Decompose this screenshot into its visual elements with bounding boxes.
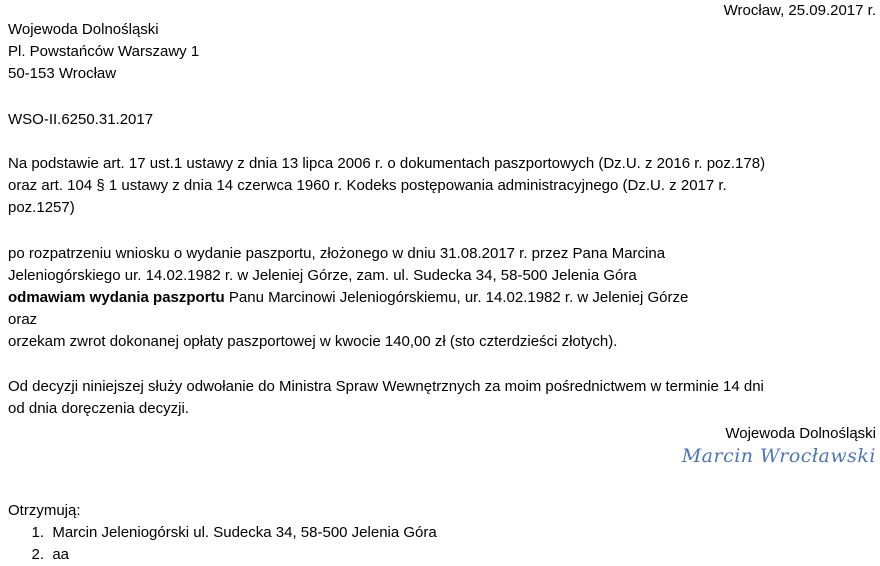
decision-line: Jeleniogórskiego ur. 14.02.1982 r. w Jeleniej Górze, zam. ul. Sudecka 34, 58-500 Jelenia Góra <box>8 267 637 284</box>
addressee-street: Pl. Powstańców Warszawy 1 <box>8 43 200 60</box>
list-item <box>8 522 437 544</box>
legal-basis-line: Na podstawie art. 17 ust.1 ustawy z dnia 13 lipca 2006 r. o dokumentach paszportowych (Dz.U. z 2016 r. poz.178) <box>8 155 766 172</box>
place-date: Wrocław, 25.09.2017 r. <box>723 2 876 19</box>
list-item-text: Marcin Jeleniogórski ul. Sudecka 34, 58-500 Jelenia Góra <box>52 524 437 541</box>
addressee-city: 50-153 Wrocław <box>8 65 117 82</box>
addressee-name: Wojewoda Dolnośląski <box>8 21 159 38</box>
legal-basis-paragraph <box>8 153 876 219</box>
appeal-line: Od decyzji niniejszej służy odwołanie do Ministra Spraw Wewnętrznych za moim pośrednictwem w terminie 14 dni <box>8 378 764 395</box>
appeal-line: od dnia doręczenia decyzji. <box>8 400 189 417</box>
list-item-number: 2. <box>31 546 44 563</box>
list-item-number: 1. <box>31 524 44 541</box>
list-item-text: aa <box>52 546 70 563</box>
decision-line <box>8 287 876 309</box>
reference-number: WSO-II.6250.31.2017 <box>8 111 154 128</box>
appeal-paragraph <box>8 376 876 420</box>
decision-refund: orzekam zwrot dokonanej opłaty paszportowej w kwocie 140,00 zł (sto czterdzieści złotych). <box>8 333 618 350</box>
recipients-heading: Otrzymują: <box>8 502 81 519</box>
recipients-list <box>8 522 437 566</box>
decision-paragraph <box>8 243 876 353</box>
decision-line: po rozpatrzeniu wniosku o wydanie paszportu, złożonego w dniu 31.08.2017 r. przez Pana Marcina <box>8 245 666 262</box>
handwritten-signature: Marcin Wrocławski <box>681 445 876 467</box>
addressee-block <box>8 19 199 85</box>
decision-conjunction: oraz <box>8 311 38 328</box>
legal-basis-line: poz.1257) <box>8 199 75 216</box>
list-item <box>8 544 437 566</box>
decision-bold-phrase: odmawiam wydania paszportu <box>8 289 225 306</box>
legal-basis-line: oraz art. 104 § 1 ustawy z dnia 14 czerwca 1960 r. Kodeks postępowania administracyjnego (Dz.U. z 2017 r. <box>8 177 727 194</box>
decision-line-rest: Panu Marcinowi Jeleniogórskiemu, ur. 14.02.1982 r. w Jeleniej Górze <box>224 289 689 306</box>
signer-title: Wojewoda Dolnośląski <box>725 425 876 442</box>
